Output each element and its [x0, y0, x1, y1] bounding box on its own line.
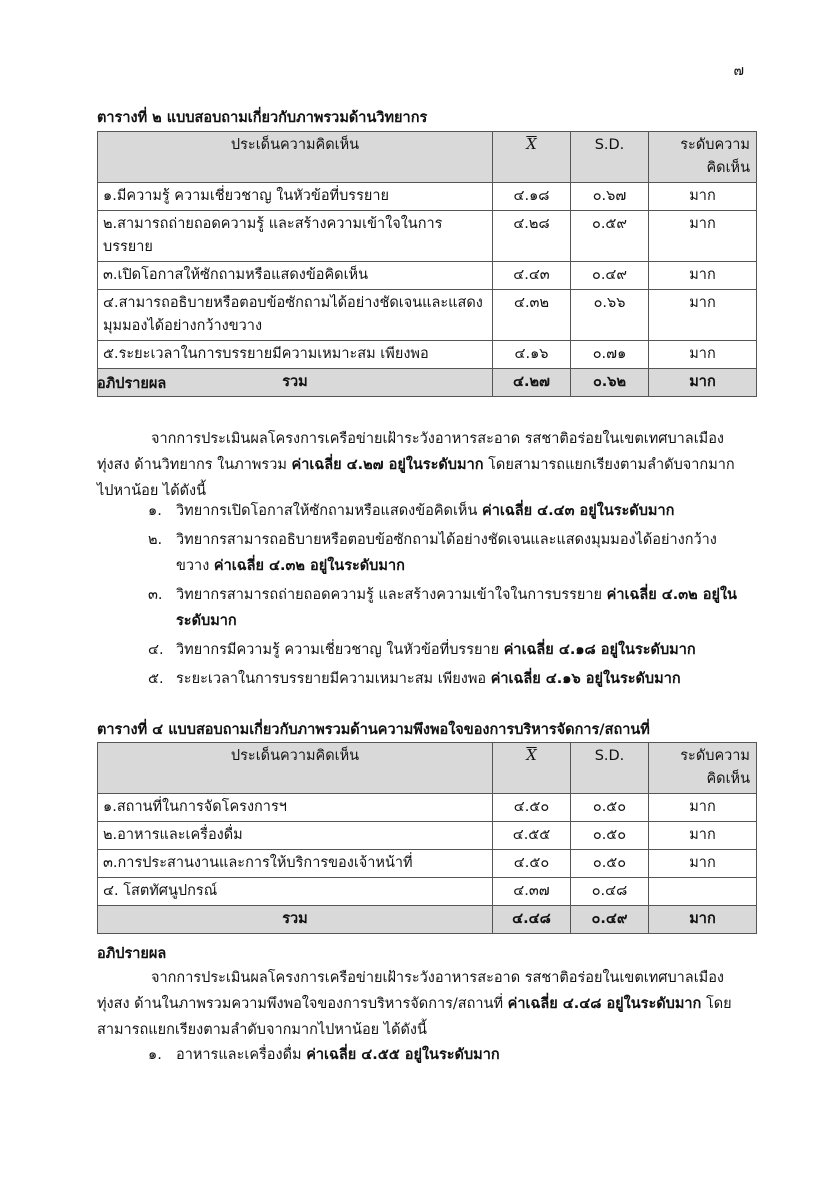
table-row	[98, 850, 757, 878]
discussion1-list	[148, 498, 748, 695]
row-topic: ๕.ระยะเวลาในการบรรยายมีความเหมาะสม เพียงพอ	[98, 341, 493, 369]
list-item: ๕. ระยะเวลาในการบรรยายมีความเหมาะสม เพียงพอ ค่าเฉลี่ย ๔.๑๖ อยู่ในระดับมาก	[148, 671, 681, 687]
row-level: มาก	[649, 211, 757, 262]
table2-header-sd: S.D.	[571, 743, 649, 794]
row-sd: ๐.๕๐	[571, 850, 649, 878]
row-sd: ๐.๕๐	[571, 822, 649, 850]
table-row	[98, 211, 757, 262]
table-row	[98, 822, 757, 850]
total-label: รวม	[98, 906, 493, 934]
table1-header-topic: ประเด็นความคิดเห็น	[98, 132, 493, 183]
row-sd: ๐.๕๙	[571, 211, 649, 262]
page-number: ๗	[733, 63, 744, 79]
x-bar-symbol: $\overline{X}$	[526, 748, 537, 764]
list-item: ๒. วิทยากรสามารถอธิบายหรือตอบข้อซักถามได้อย่างชัดเจนและแสดงมุมมองได้อย่างกว้างขวาง ค่าเฉลี่ย ๔.๓๒ อยู่ในระดับมาก	[148, 532, 717, 574]
row-sd: ๐.๖๖	[571, 290, 649, 341]
table1-header-level: ระดับความ คิดเห็น	[649, 132, 757, 183]
list-item: ๑. อาหารและเครื่องดื่ม ค่าเฉลี่ย ๔.๕๕ อยู่ในระดับมาก	[148, 1047, 500, 1063]
row-sd: ๐.๗๑	[571, 341, 649, 369]
table2-total-row	[98, 906, 757, 934]
table1-header-mean	[493, 132, 571, 183]
discussion2-paragraph: จากการประเมินผลโครงการเครือข่ายเฝ้าระวังอาหารสะอาด รสชาติอร่อยในเขตเทศบาลเมืองทุ่งสง ด้านในภาพรวมความพึงพอใจของการบริหารจัดการ/สถานที่ ค่าเฉลี่ย ๔.๔๘ อยู่ในระดับมาก โดยสามารถแยกเรียงตามลำดับจากมากไปหาน้อย ได้ดังนี้	[97, 970, 732, 1038]
row-sd: ๐.๖๗	[571, 183, 649, 211]
row-topic: ๒.อาหารและเครื่องดื่ม	[98, 822, 493, 850]
discussion2-list	[148, 1042, 748, 1071]
row-topic: ๒.สามารถถ่ายถอดความรู้ และสร้างความเข้าใจในการบรรยาย	[98, 211, 493, 262]
row-topic: ๑.มีความรู้ ความเชี่ยวชาญ ในหัวข้อที่บรรยาย	[98, 183, 493, 211]
row-sd: ๐.๔๘	[571, 878, 649, 906]
total-level: มาก	[649, 906, 757, 934]
row-topic: ๔.สามารถอธิบายหรือตอบข้อซักถามได้อย่างชัดเจนและแสดงมุมมองได้อย่างกว้างขวาง	[98, 290, 493, 341]
discussion1-heading: อภิปรายผล	[97, 376, 167, 392]
row-mean: ๔.๕๕	[493, 822, 571, 850]
x-bar-symbol: $\overline{X}$	[526, 137, 537, 153]
table2-header-row	[98, 743, 757, 794]
row-mean: ๔.๑๖	[493, 341, 571, 369]
table2-caption: ตารางที่ ๔ แบบสอบถามเกี่ยวกับภาพรวมด้านความพึงพอใจของการบริหารจัดการ/สถานที่	[97, 722, 650, 738]
row-level: มาก	[649, 290, 757, 341]
discussion1-paragraph: จากการประเมินผลโครงการเครือข่ายเฝ้าระวังอาหารสะอาด รสชาติอร่อยในเขตเทศบาลเมืองทุ่งสง ด้านวิทยากร ในภาพรวม ค่าเฉลี่ย ๔.๒๗ อยู่ในระดับมาก โดยสามารถแยกเรียงตามลำดับจากมากไปหาน้อย ได้ดังนี้	[97, 431, 735, 499]
row-mean: ๔.๑๘	[493, 183, 571, 211]
table2	[97, 742, 757, 934]
table-row	[98, 341, 757, 369]
table-row	[98, 290, 757, 341]
row-level: มาก	[649, 341, 757, 369]
row-topic: ๔. โสตทัศนูปกรณ์	[98, 878, 493, 906]
total-sd: ๐.๔๙	[571, 906, 649, 934]
list-item: ๓. วิทยากรสามารถถ่ายถอดความรู้ และสร้างความเข้าใจในการบรรยาย ค่าเฉลี่ย ๔.๓๒ อยู่ในระดับมาก	[148, 587, 737, 629]
total-sd: ๐.๖๒	[571, 369, 649, 397]
table2-header-mean	[493, 743, 571, 794]
discussion2-heading: อภิปรายผล	[97, 946, 167, 962]
row-level: มาก	[649, 794, 757, 822]
table-row	[98, 794, 757, 822]
total-mean: ๔.๒๗	[493, 369, 571, 397]
list-item: ๔. วิทยากรมีความรู้ ความเชี่ยวชาญ ในหัวข้อที่บรรยาย ค่าเฉลี่ย ๔.๑๘ อยู่ในระดับมาก	[148, 642, 696, 658]
row-level: มาก	[649, 262, 757, 290]
table1	[97, 131, 757, 397]
table2-header-topic: ประเด็นความคิดเห็น	[98, 743, 493, 794]
table-row	[98, 262, 757, 290]
row-mean: ๔.๕๐	[493, 794, 571, 822]
table1-header-sd: S.D.	[571, 132, 649, 183]
table2-header-level: ระดับความ คิดเห็น	[649, 743, 757, 794]
total-level: มาก	[649, 369, 757, 397]
total-mean: ๔.๔๘	[493, 906, 571, 934]
total-label: รวม	[98, 369, 493, 397]
list-item: ๑. วิทยากรเปิดโอกาสให้ซักถามหรือแสดงข้อคิดเห็น ค่าเฉลี่ย ๔.๔๓ อยู่ในระดับมาก	[148, 503, 675, 519]
row-mean: ๔.๕๐	[493, 850, 571, 878]
row-level: มาก	[649, 850, 757, 878]
row-mean: ๔.๔๓	[493, 262, 571, 290]
row-level: มาก	[649, 822, 757, 850]
row-sd: ๐.๕๐	[571, 794, 649, 822]
table1-caption: ตารางที่ ๒ แบบสอบถามเกี่ยวกับภาพรวมด้านวิทยากร	[97, 110, 428, 126]
row-topic: ๓.เปิดโอกาสให้ซักถามหรือแสดงข้อคิดเห็น	[98, 262, 493, 290]
row-level: มาก	[649, 183, 757, 211]
row-mean: ๔.๒๘	[493, 211, 571, 262]
table-row	[98, 183, 757, 211]
row-sd: ๐.๔๙	[571, 262, 649, 290]
row-mean: ๔.๓๒	[493, 290, 571, 341]
row-level	[649, 878, 757, 906]
table1-header-row	[98, 132, 757, 183]
row-topic: ๑.สถานที่ในการจัดโครงการฯ	[98, 794, 493, 822]
row-mean: ๔.๓๗	[493, 878, 571, 906]
table-row	[98, 878, 757, 906]
table1-total-row	[98, 369, 757, 397]
row-topic: ๓.การประสานงานและการให้บริการของเจ้าหน้าที่	[98, 850, 493, 878]
